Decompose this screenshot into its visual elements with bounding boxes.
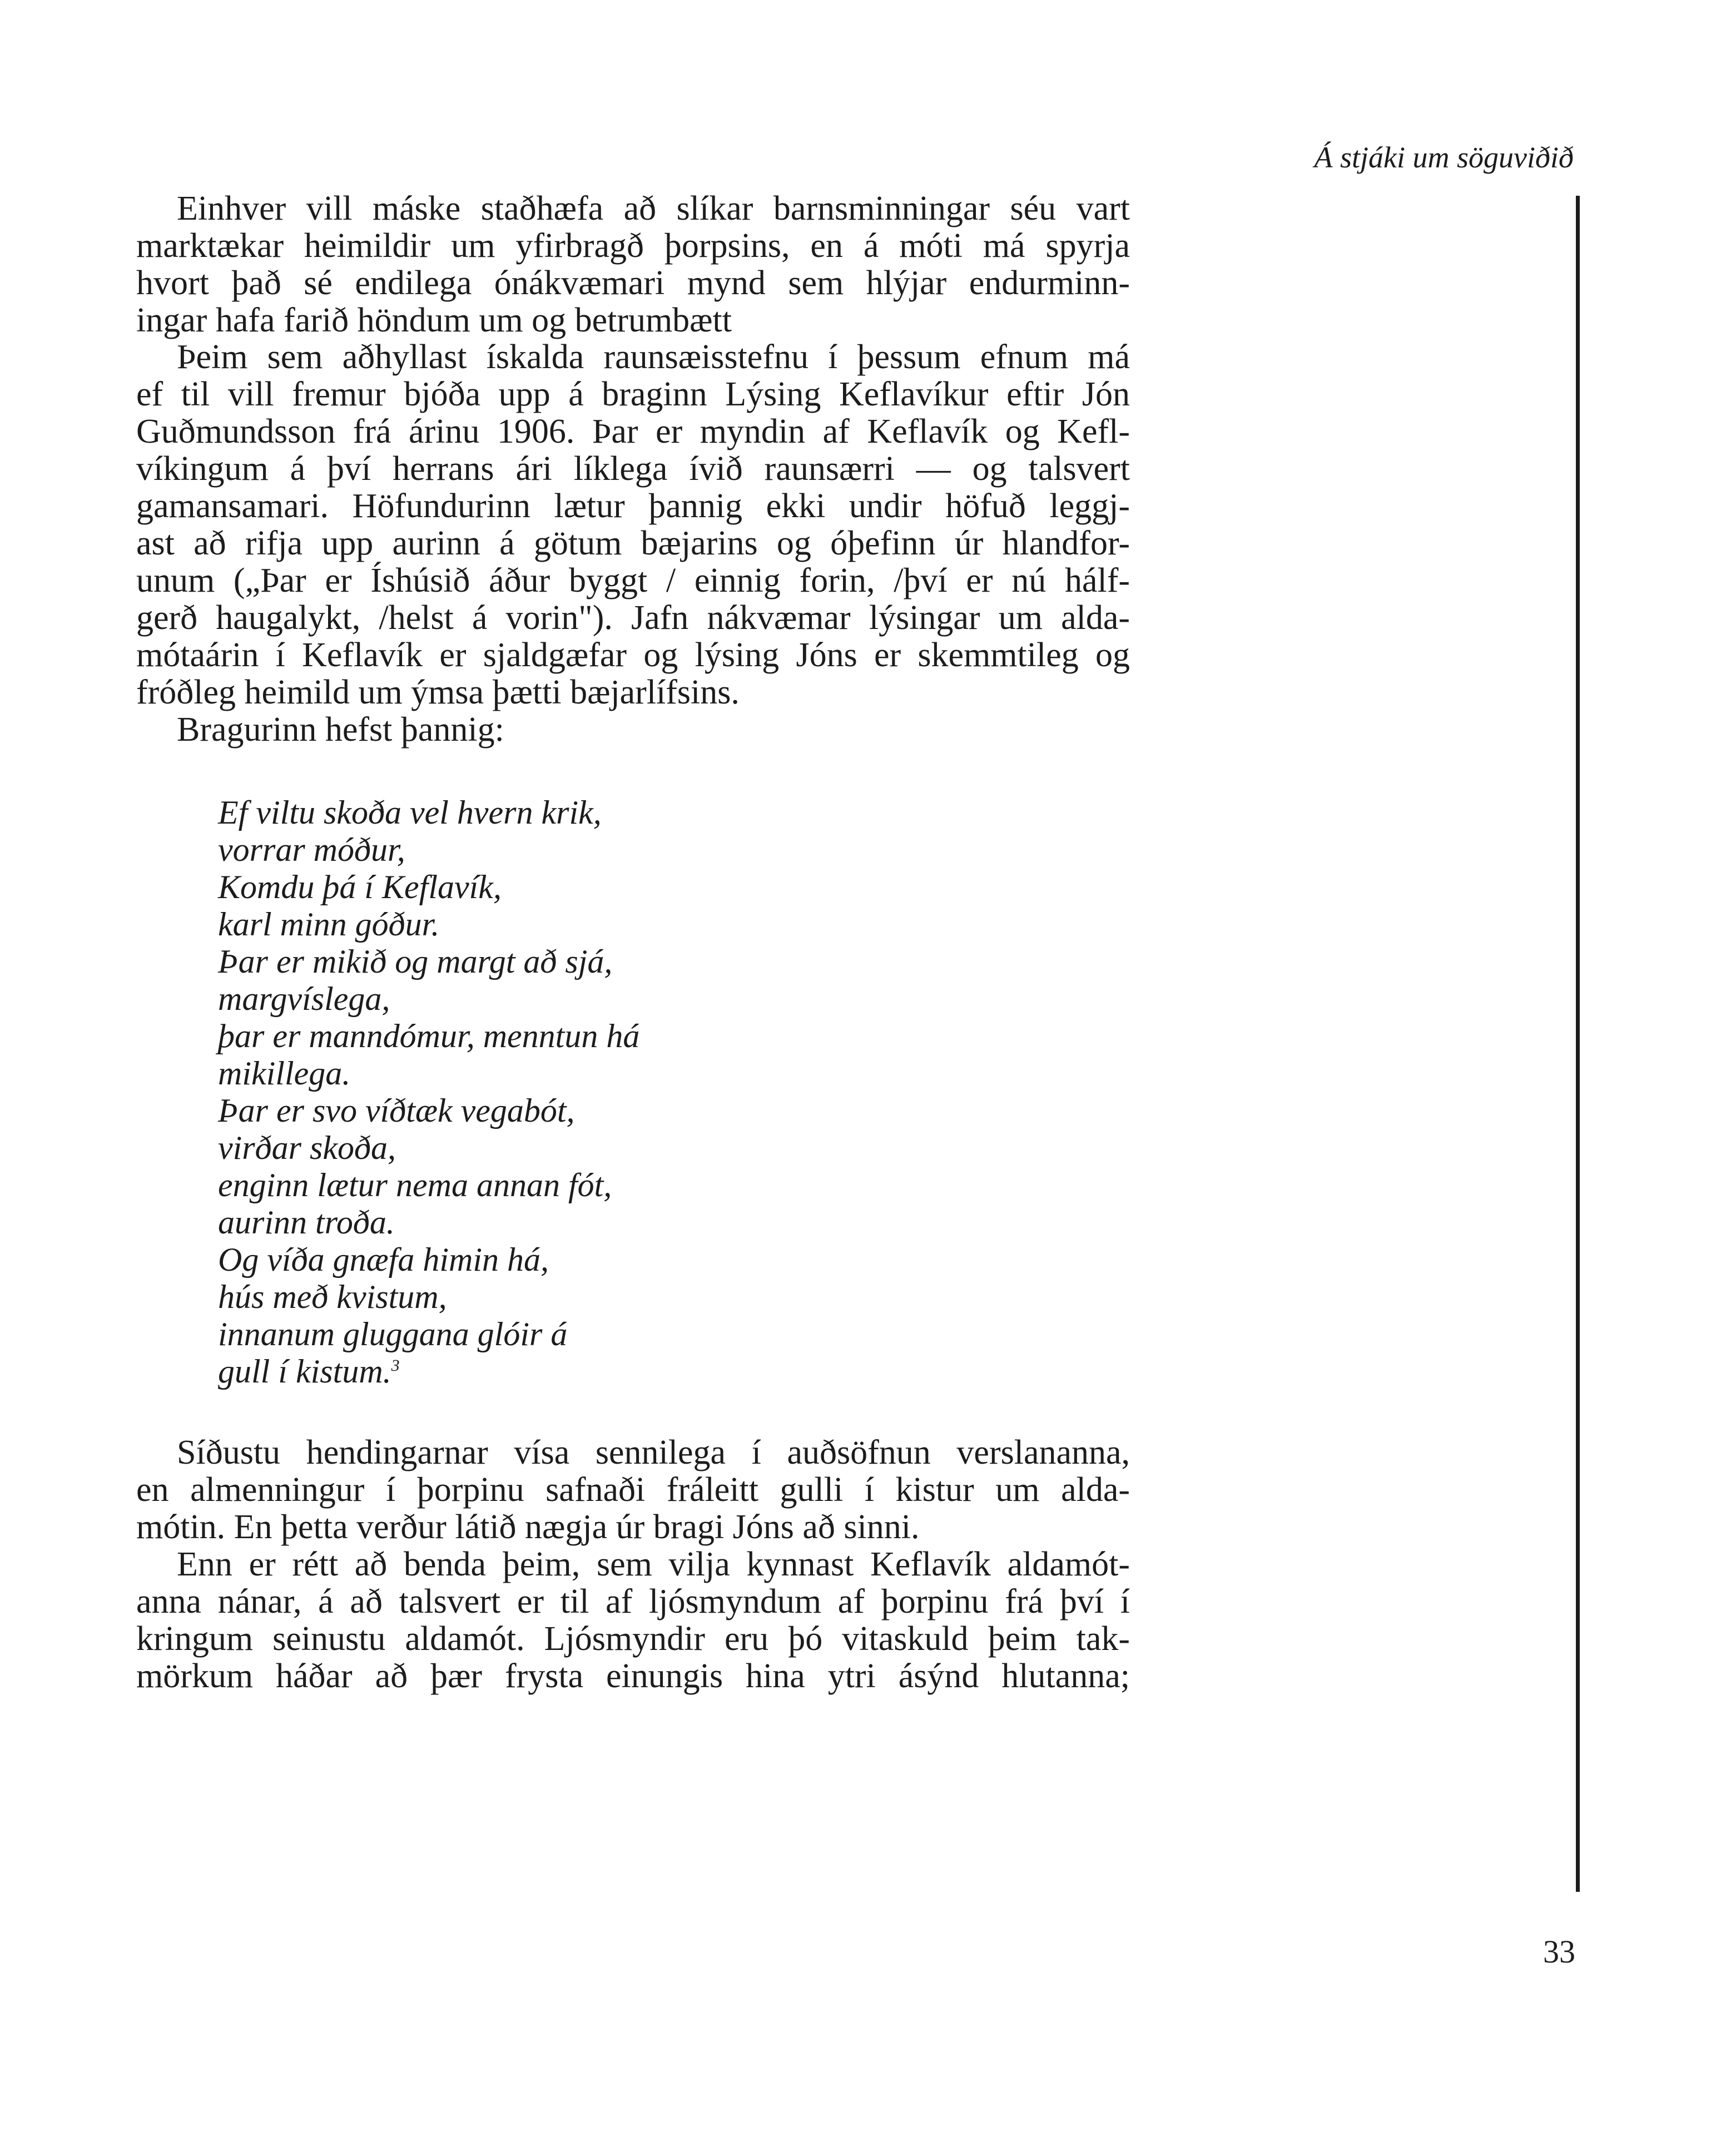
poem-line: Þar er svo víðtæk vegabót,	[218, 1092, 575, 1129]
paragraph-2-line: gamansamari. Höfundurinn lætur þannig ekki undir höfuð leggj-	[136, 487, 1130, 525]
poem-line: karl minn góður.	[218, 906, 440, 943]
paragraph-2-line: Þeim sem aðhyllast ískalda raunsæisstefnu í þessum efnum má	[177, 338, 1130, 376]
poem-line: þar er manndómur, menntun há	[218, 1018, 640, 1054]
poem-line: virðar skoða,	[218, 1129, 396, 1166]
paragraph-1-line: hvort það sé endilega ónákvæmari mynd sem hlýjar endurminn-	[136, 264, 1130, 302]
paragraph-5-line: anna nánar, á að talsvert er til af ljósmyndum af þorpinu frá því í	[136, 1583, 1130, 1620]
paragraph-5-line: Enn er rétt að benda þeim, sem vilja kynnast Keflavík aldamót-	[177, 1545, 1130, 1583]
paragraph-2-line: unum („Þar er Íshúsið áður byggt / einnig forin, /því er nú hálf-	[136, 562, 1130, 599]
poem-line: innanum gluggana glóir á	[218, 1316, 568, 1352]
paragraph-4-line: mótin. En þetta verður látið nægja úr bragi Jóns að sinni.	[136, 1508, 920, 1546]
paragraph-1-line: Einhver vill máske staðhæfa að slíkar barnsminningar séu vart	[177, 190, 1130, 227]
poem-line: enginn lætur nema annan fót,	[218, 1167, 612, 1203]
poem-line: Og víða gnæfa himin há,	[218, 1241, 549, 1278]
paragraph-1-line: marktækar heimildir um yfirbragð þorpsins, en á móti má spyrja	[136, 227, 1130, 265]
poem-line: Ef viltu skoða vel hvern krik,	[218, 794, 602, 831]
running-head: Á stjáki um söguviðið	[1314, 141, 1574, 174]
paragraph-3-line: Bragurinn hefst þannig:	[177, 711, 504, 749]
poem-line: Þar er mikið og margt að sjá,	[218, 943, 613, 980]
poem-line: Komdu þá í Keflavík,	[218, 869, 502, 905]
paragraph-2-line: Guðmundsson frá árinu 1906. Þar er myndin af Keflavík og Kefl-	[136, 413, 1130, 450]
paragraph-2-line: gerð haugalykt, /helst á vorin"). Jafn nákvæmar lýsingar um alda-	[136, 599, 1130, 637]
paragraph-2-line: víkingum á því herrans ári líklega ívið raunsærri — og talsvert	[136, 450, 1130, 488]
paragraph-2-line: ef til vill fremur bjóða upp á braginn Lýsing Keflavíkur eftir Jón	[136, 375, 1130, 413]
footnote-marker: 3	[391, 1356, 400, 1375]
paragraph-2-line: mótaárin í Keflavík er sjaldgæfar og lýsing Jóns er skemmtileg og	[136, 636, 1130, 674]
paragraph-2-line: fróðleg heimild um ýmsa þætti bæjarlífsins.	[136, 673, 740, 711]
paragraph-4-line: en almenningur í þorpinu safnaði fráleitt gulli í kistur um alda-	[136, 1471, 1130, 1509]
poem-line: aurinn troða.	[218, 1204, 395, 1241]
poem-line-with-footnote	[218, 1349, 400, 1394]
margin-rule	[1576, 196, 1580, 1892]
poem-line: margvíslega,	[218, 980, 390, 1017]
poem-line: mikillega.	[218, 1055, 351, 1092]
paragraph-5-line: mörkum háðar að þær frysta einungis hina ytri ásýnd hlutanna;	[136, 1657, 1130, 1695]
poem-line-text: gull í kistum.	[218, 1353, 391, 1390]
poem-line: hús með kvistum,	[218, 1278, 447, 1315]
paragraph-2-line: ast að rifja upp aurinn á götum bæjarins og óþefinn úr hlandfor-	[136, 524, 1130, 562]
poem-line: vorrar móður,	[218, 831, 405, 868]
paragraph-1-line: ingar hafa farið höndum um og betrumbætt	[136, 301, 732, 339]
paragraph-4-line: Síðustu hendingarnar vísa sennilega í auðsöfnun verslananna,	[177, 1434, 1130, 1471]
paragraph-5-line: kringum seinustu aldamót. Ljósmyndir eru þó vitaskuld þeim tak-	[136, 1620, 1130, 1658]
page-number: 33	[1543, 1934, 1575, 1970]
